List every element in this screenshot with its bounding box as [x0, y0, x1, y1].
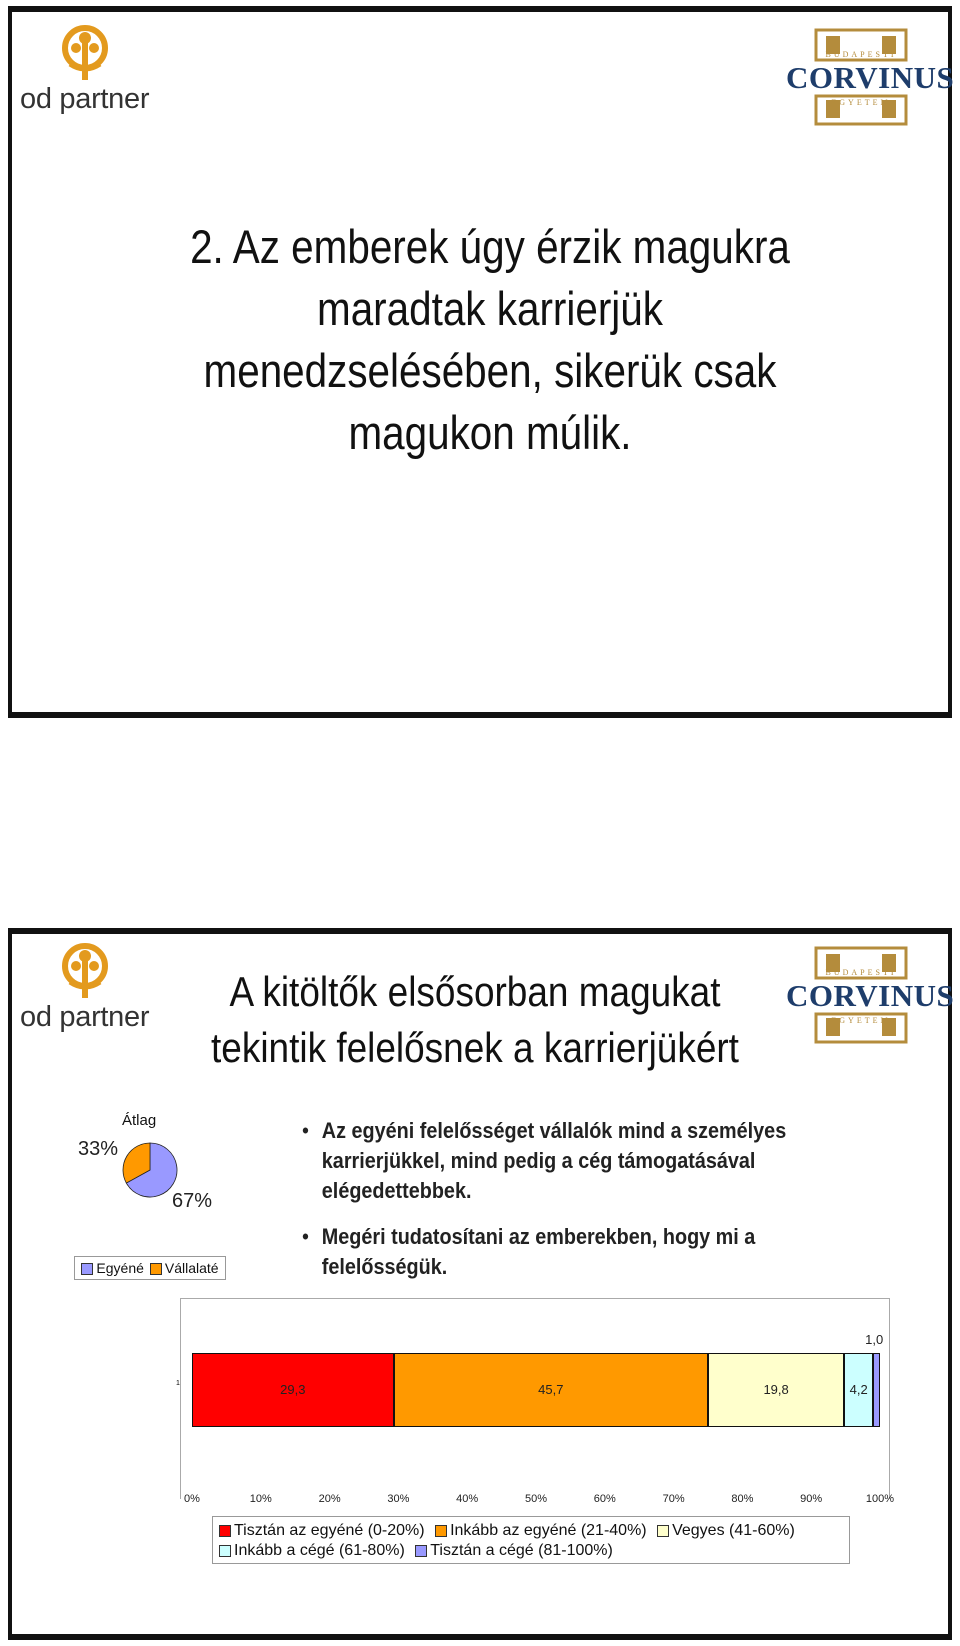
- pie-chart-title: Átlag: [122, 1112, 157, 1129]
- slide-top-border: [12, 6, 948, 12]
- bar-legend-item: [415, 1541, 613, 1561]
- bullet-dot-icon: •: [302, 1118, 309, 1143]
- x-tick-label: 40%: [456, 1493, 479, 1505]
- legend-swatch: [81, 1263, 93, 1275]
- bar-legend-item: [657, 1521, 795, 1541]
- x-tick-label: 80%: [731, 1493, 754, 1505]
- bullet-text: Az egyéni felelősséget vállalók mind a személyes karrierjükkel, mind pedig a cég támogatásával elégedettebbek.: [321, 1118, 787, 1203]
- x-tick-label: 50%: [524, 1493, 548, 1505]
- bar-category-label: 1: [176, 1380, 180, 1387]
- corvinus-logo: [786, 28, 955, 126]
- bar-legend-label: Inkább a cégé (61-80%): [234, 1542, 405, 1559]
- title-line: 2. Az emberek úgy érzik magukra: [190, 220, 790, 273]
- x-tick-label: 30%: [387, 1493, 410, 1505]
- title-line: menedzselésében, sikerük csak: [203, 344, 777, 397]
- title-line: A kitöltők elsősorban magukat: [229, 968, 721, 1015]
- pie-legend-label: Egyéné: [96, 1260, 144, 1276]
- legend-swatch: [415, 1545, 427, 1557]
- pie-legend-item: [150, 1260, 219, 1276]
- bar-segment: [873, 1353, 880, 1427]
- corvinus-logo: [786, 946, 955, 1044]
- title-line: tekintik felelősnek a karrierjükért: [211, 1024, 739, 1071]
- x-tick-label: 90%: [800, 1493, 823, 1505]
- bar-data-label: 45,7: [538, 1382, 564, 1397]
- slide-2-title: [182, 964, 768, 1076]
- pie-legend-label: Vállalaté: [164, 1260, 219, 1276]
- legend-swatch: [150, 1263, 162, 1275]
- x-tick-label: 0%: [184, 1493, 200, 1505]
- pie-chart: [120, 1140, 180, 1200]
- pie-legend-item: [81, 1260, 143, 1276]
- legend-swatch: [219, 1525, 231, 1537]
- corvinus-wordmark: CORVINUS: [786, 60, 955, 95]
- bar-legend-item: [219, 1521, 425, 1541]
- od-partner-logo: [20, 934, 160, 1034]
- bar-legend-item: [435, 1521, 647, 1541]
- bullet-text: Megéri tudatosítani az emberekben, hogy mi a felelősségük.: [321, 1224, 756, 1279]
- pie-value-label-egyene: 67%: [172, 1190, 213, 1212]
- corvinus-wordmark: CORVINUS: [786, 978, 955, 1013]
- bullet-item: [302, 1116, 862, 1206]
- od-partner-flower-icon: [50, 938, 120, 1002]
- corvinus-top-text: BUDAPESTI: [825, 50, 897, 59]
- slide-bottom-border: [12, 712, 948, 718]
- x-tick-label: 60%: [593, 1493, 616, 1505]
- bar-data-label: 4,2: [849, 1382, 868, 1397]
- bullet-item: [302, 1222, 862, 1282]
- bar-chart-legend: [212, 1516, 850, 1564]
- bar-legend-label: Inkább az egyéné (21-40%): [450, 1522, 647, 1539]
- x-tick-label: 20%: [318, 1493, 341, 1505]
- bar-data-label: 1,0: [865, 1332, 884, 1347]
- corvinus-top-text: BUDAPESTI: [825, 968, 897, 977]
- slide-1: [8, 6, 955, 718]
- od-partner-wordmark: od partner: [20, 83, 150, 115]
- od-partner-flower-icon: [50, 20, 120, 84]
- slide-bottom-border: [12, 1634, 948, 1640]
- title-line: maradtak karrierjük: [317, 282, 663, 335]
- bar-data-label: 19,8: [763, 1382, 789, 1397]
- pie-legend: [74, 1256, 226, 1280]
- legend-swatch: [219, 1545, 231, 1557]
- bullet-list: [302, 1116, 862, 1298]
- x-tick-label: 100%: [865, 1493, 895, 1505]
- legend-swatch: [435, 1525, 447, 1537]
- slide-1-title: [174, 216, 807, 464]
- bar-legend-item: [219, 1541, 405, 1561]
- corvinus-bottom-text: EGYETEM: [831, 98, 891, 107]
- corvinus-bottom-text: EGYETEM: [831, 1016, 891, 1025]
- bar-legend-label: Tisztán az egyéné (0-20%): [234, 1522, 425, 1539]
- pie-value-label-vallalate: 33%: [78, 1138, 119, 1160]
- slide-2: [8, 928, 955, 1640]
- bar-legend-label: Tisztán a cégé (81-100%): [430, 1542, 613, 1559]
- od-partner-logo: [20, 16, 160, 116]
- x-tick-label: 10%: [249, 1493, 272, 1505]
- bar-data-label: 29,3: [280, 1382, 306, 1397]
- title-line: magukon múlik.: [348, 406, 632, 459]
- x-tick-label: 70%: [662, 1493, 685, 1505]
- od-partner-wordmark: od partner: [20, 1001, 150, 1033]
- bullet-dot-icon: •: [302, 1224, 309, 1249]
- legend-swatch: [657, 1525, 669, 1537]
- bar-legend-label: Vegyes (41-60%): [672, 1522, 795, 1539]
